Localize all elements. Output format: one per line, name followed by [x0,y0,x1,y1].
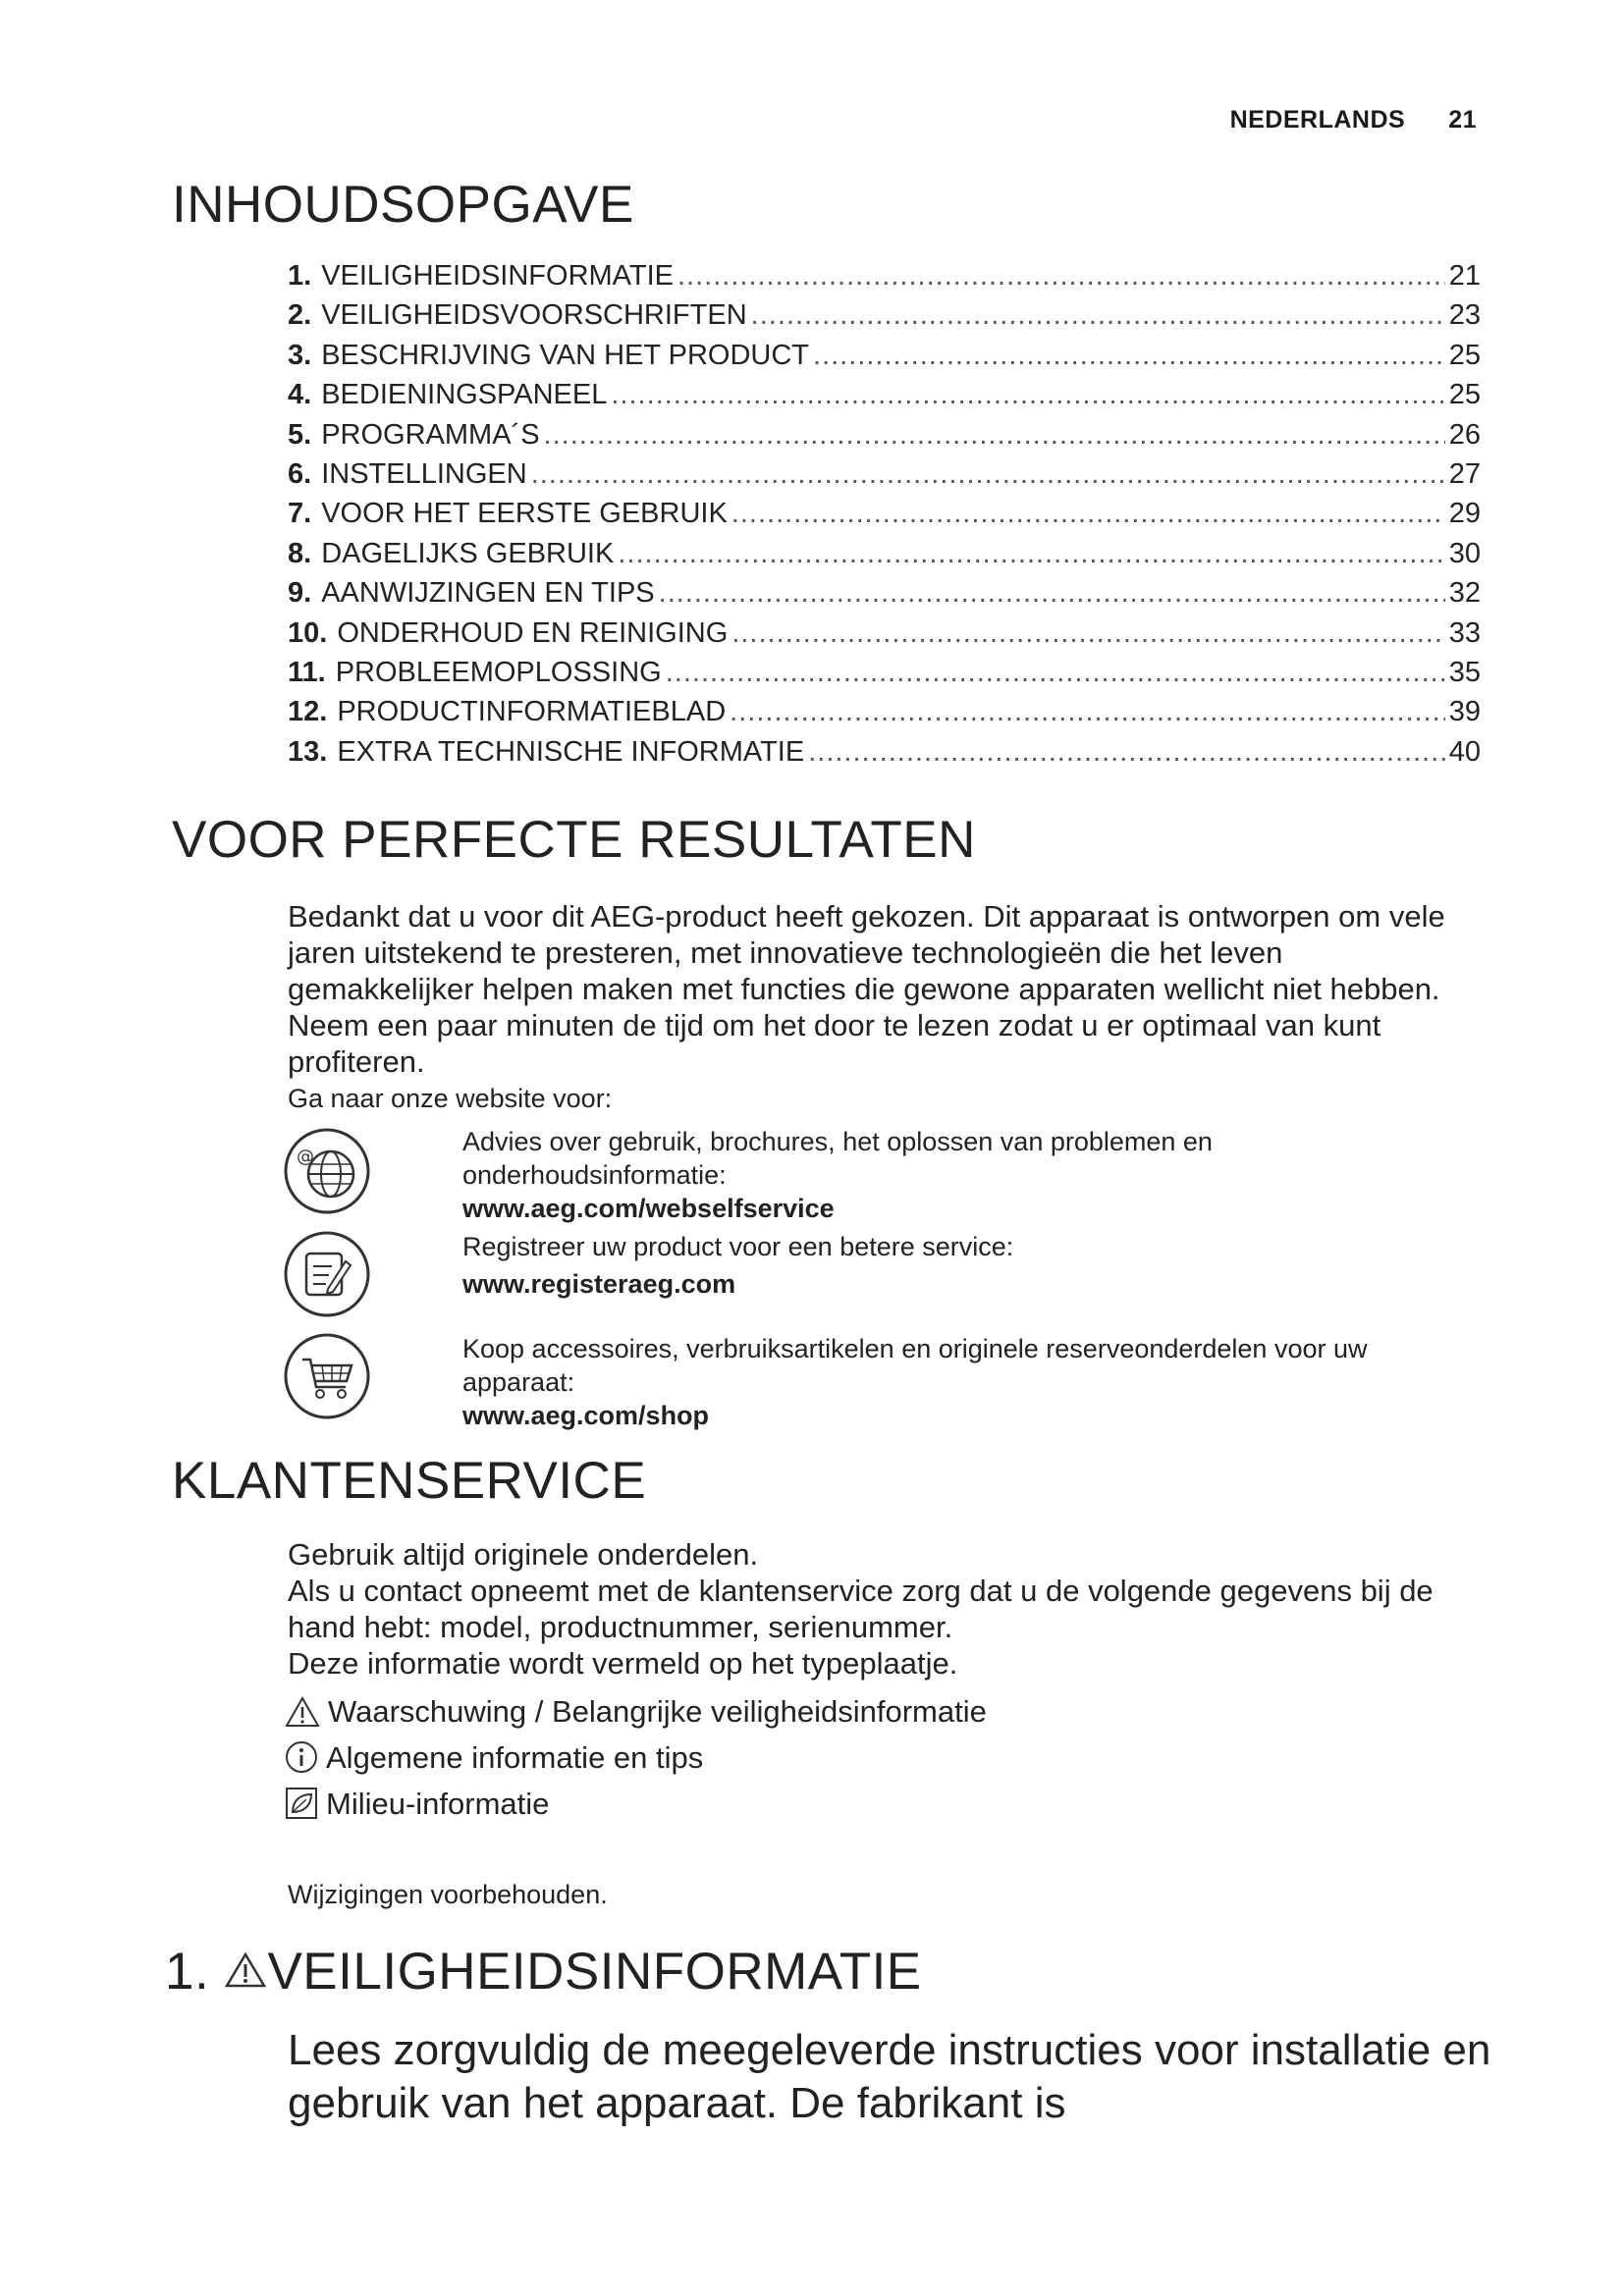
toc-entry-label: VEILIGHEIDSVOORSCHRIFTEN [321,299,747,332]
toc-entry-number: 9. [288,577,312,610]
toc-entry-page: 33 [1448,616,1481,649]
toc-entry-number: 8. [288,537,312,569]
toc-entry-page: 25 [1448,339,1481,371]
toc-leader-dots [731,498,1445,530]
toc-entry-number: 7. [288,498,312,530]
toc-entry-page: 23 [1448,299,1481,332]
table-of-contents [288,260,1481,775]
warning-icon [285,1696,320,1728]
toc-entry-number: 11. [288,656,326,688]
toc-entry[interactable] [288,657,1481,696]
shopping-cart-icon [283,1332,371,1420]
legend-warning [285,1694,987,1730]
toc-entry[interactable] [288,577,1481,616]
toc-title: INHOUDSOPGAVE [172,176,634,234]
toc-leader-dots [659,577,1445,610]
toc-entry-label: AANWIJZINGEN EN TIPS [321,577,655,610]
website-item-text: Advies over gebruik, brochures, het oplossen van problemen en onderhoudsinformatie: [462,1127,1213,1190]
toc-entry-label: BESCHRIJVING VAN HET PRODUCT [321,339,810,371]
toc-entry-number: 1. [288,260,312,292]
toc-entry-label: PROGRAMMA´S [321,418,540,451]
toc-leader-dots [813,340,1445,372]
toc-entry[interactable] [288,340,1481,379]
info-icon [285,1740,318,1774]
changes-reserved: Wijzigingen voorbehouden. [288,1880,608,1909]
toc-entry-number: 13. [288,735,328,768]
toc-entry-page: 39 [1448,696,1481,728]
toc-entry-number: 5. [288,418,312,451]
toc-entry-page: 21 [1448,260,1481,292]
toc-entry-label: ONDERHOUD EN REINIGING [337,616,729,649]
toc-entry-label: PRODUCTINFORMATIEBLAD [337,696,727,728]
legend-environment-label: Milieu-informatie [326,1787,550,1821]
toc-leader-dots [751,299,1445,332]
toc-entry-label: DAGELIJKS GEBRUIK [321,537,615,569]
toc-entry-page: 26 [1448,418,1481,451]
toc-entry-number: 6. [288,457,312,490]
toc-leader-dots [666,657,1445,689]
toc-entry[interactable] [288,379,1481,418]
toc-entry-number: 12. [288,696,328,728]
svg-text:@: @ [297,1147,314,1167]
toc-entry-page: 25 [1448,379,1481,411]
leaf-icon [285,1787,318,1820]
toc-entry[interactable] [288,419,1481,458]
toc-entry-page: 35 [1448,656,1481,688]
toc-leader-dots [544,419,1445,452]
toc-entry[interactable] [288,260,1481,299]
safety-section-label: VEILIGHEIDSINFORMATIE [267,1943,922,2001]
toc-entry-label: VOOR HET EERSTE GEBRUIK [321,498,728,530]
service-line-1: Gebruik altijd originele onderdelen. [288,1537,759,1572]
safety-section-number: 1. [165,1943,210,2001]
perfect-results-title: VOOR PERFECTE RESULTATEN [172,811,976,869]
toc-entry-page: 32 [1448,577,1481,610]
toc-leader-dots [731,617,1444,650]
toc-leader-dots [531,458,1445,491]
toc-leader-dots [808,736,1445,769]
legend-warning-label: Waarschuwing / Belangrijke veiligheidsinformatie [328,1694,987,1729]
toc-entry-label: VEILIGHEIDSINFORMATIE [321,260,674,292]
warning-icon [224,1951,267,1989]
toc-entry[interactable] [288,736,1481,775]
toc-entry[interactable] [288,696,1481,735]
header-language: NEDERLANDS [1229,106,1406,133]
toc-entry[interactable] [288,498,1481,537]
toc-entry-label: INSTELLINGEN [321,457,527,490]
header-page-number: 21 [1448,106,1477,133]
toc-leader-dots [611,379,1444,411]
legend-info-label: Algemene informatie en tips [326,1740,704,1775]
toc-leader-dots [618,538,1444,570]
website-item-text: Registreer uw product voor een betere service: [462,1232,1014,1261]
toc-entry-page: 29 [1448,498,1481,530]
toc-entry-number: 4. [288,379,312,411]
toc-entry[interactable] [288,299,1481,339]
toc-entry[interactable] [288,617,1481,657]
legend-info [285,1740,703,1776]
page-header [1230,106,1477,134]
legend-environment [285,1787,549,1822]
service-line-3: Deze informatie wordt vermeld op het typeplaatje. [288,1646,958,1681]
website-intro: Ga naar onze website voor: [288,1084,613,1113]
website-item-text: Koop accessoires, verbruiksartikelen en originele reserveonderdelen voor uw apparaat: [462,1334,1368,1397]
toc-entry-label: PROBLEEMOPLOSSING [335,656,662,688]
website-link[interactable]: www.registeraeg.com [462,1269,736,1299]
toc-entry-number: 10. [288,616,328,649]
toc-entry-number: 3. [288,339,312,371]
toc-entry[interactable] [288,458,1481,498]
toc-entry-page: 27 [1448,457,1481,490]
website-link[interactable]: www.aeg.com/shop [462,1401,710,1430]
toc-entry-label: BEDIENINGSPANEEL [321,379,608,411]
website-link[interactable]: www.aeg.com/webselfservice [462,1194,835,1223]
service-line-2: Als u contact opneemt met de klantenservice zorg dat u de volgende gegevens bij de hand hebt: model, productnummer, serienummer. [288,1574,1434,1644]
register-icon [283,1230,371,1318]
customer-service-title: KLANTENSERVICE [172,1452,647,1510]
customer-service-body [288,1536,1466,1682]
toc-entry-page: 30 [1448,537,1481,569]
toc-entry-label: EXTRA TECHNISCHE INFORMATIE [337,735,805,768]
toc-leader-dots [730,696,1445,728]
toc-leader-dots [677,260,1445,293]
toc-entry[interactable] [288,538,1481,577]
safety-intro-text: Lees zorgvuldig de meegeleverde instructies voor installatie en gebruik van het apparaat. De fabrikant is [288,2026,1491,2127]
safety-section-title [165,1942,922,2002]
toc-entry-number: 2. [288,299,312,332]
toc-entry-page: 40 [1448,735,1481,768]
intro-paragraph: Bedankt dat u voor dit AEG-product heeft gekozen. Dit apparaat is ontworpen om vele jaren uitstekend te presteren, met innovatieve technologieën die het leven gemakkelijker helpen maken met functies die gewone apparaten wellicht niet hebben. Neem een paar minuten de tijd om het door te lezen zodat u er optimaal van kunt profiteren. [288,899,1445,1079]
globe-icon [283,1127,371,1215]
